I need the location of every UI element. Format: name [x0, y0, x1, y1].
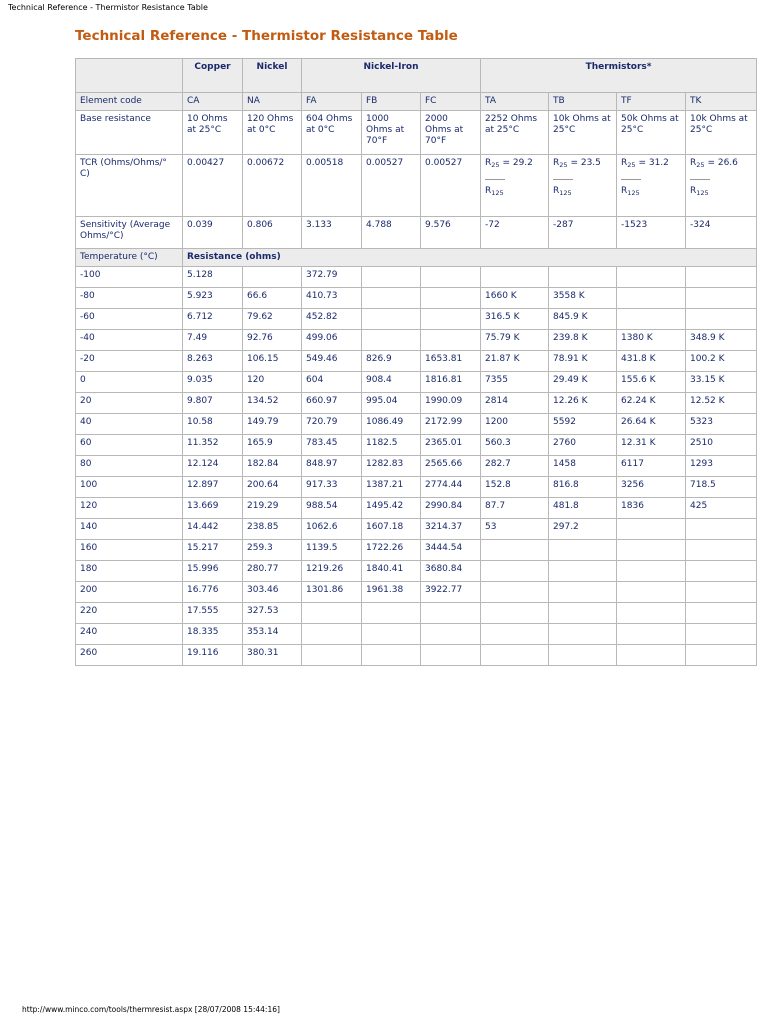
resistance-cell: 431.8 K [617, 351, 686, 372]
print-footer: http://www.minco.com/tools/thermresist.aspx [28/07/2008 15:44:16] [22, 1005, 280, 1014]
code-cell: CA [183, 93, 243, 111]
temperature-cell: 20 [76, 393, 183, 414]
resistance-cell: 280.77 [243, 561, 302, 582]
resistance-cell: 816.8 [549, 477, 617, 498]
table-row [76, 372, 757, 393]
resistance-cell: 316.5 K [481, 309, 549, 330]
resistance-cell [481, 267, 549, 288]
row-label: Element code [76, 93, 183, 111]
resistance-cell [549, 645, 617, 666]
resistance-cell: 2774.44 [421, 477, 481, 498]
resistance-cell: 18.335 [183, 624, 243, 645]
base-resistance-row [76, 111, 757, 155]
sensitivity-cell: -287 [549, 217, 617, 249]
resistance-cell: 410.73 [302, 288, 362, 309]
resistance-cell: 1836 [617, 498, 686, 519]
resistance-cell [686, 309, 757, 330]
code-cell: TA [481, 93, 549, 111]
resistance-cell: 79.62 [243, 309, 302, 330]
base-cell: 10k Ohms at 25°C [686, 111, 757, 155]
group-copper: Copper [183, 59, 243, 93]
temperature-cell: -20 [76, 351, 183, 372]
resistance-cell: 1200 [481, 414, 549, 435]
resistance-cell: 12.26 K [549, 393, 617, 414]
sensitivity-cell: 3.133 [302, 217, 362, 249]
resistance-cell: 13.669 [183, 498, 243, 519]
temperature-cell: 240 [76, 624, 183, 645]
resistance-cell [362, 267, 421, 288]
group-thermistors: Thermistors* [481, 59, 757, 93]
resistance-cell [617, 288, 686, 309]
sensitivity-cell: -1523 [617, 217, 686, 249]
resistance-cell [362, 603, 421, 624]
resistance-label: Resistance (ohms) [183, 249, 757, 267]
resistance-cell: 12.52 K [686, 393, 757, 414]
fraction-rule [553, 179, 573, 180]
resistance-cell [549, 267, 617, 288]
temperature-cell: 160 [76, 540, 183, 561]
row-label: TCR (Ohms/Ohms/° C) [76, 155, 183, 217]
resistance-cell: 348.9 K [686, 330, 757, 351]
temperature-cell: 200 [76, 582, 183, 603]
resistance-cell: 12.31 K [617, 435, 686, 456]
resistance-cell [481, 561, 549, 582]
temperature-cell: 140 [76, 519, 183, 540]
resistance-cell [421, 288, 481, 309]
resistance-cell: 155.6 K [617, 372, 686, 393]
resistance-cell: 604 [302, 372, 362, 393]
resistance-cell: 2172.99 [421, 414, 481, 435]
resistance-cell: 452.82 [302, 309, 362, 330]
resistance-cell [302, 645, 362, 666]
resistance-cell: 1816.81 [421, 372, 481, 393]
temperature-cell: -40 [76, 330, 183, 351]
resistance-cell [362, 288, 421, 309]
resistance-cell: 1387.21 [362, 477, 421, 498]
resistance-cell: 9.807 [183, 393, 243, 414]
table-row [76, 288, 757, 309]
resistance-cell [617, 645, 686, 666]
resistance-cell [421, 624, 481, 645]
resistance-cell [362, 330, 421, 351]
resistance-cell: 282.7 [481, 456, 549, 477]
resistance-cell: 1219.26 [302, 561, 362, 582]
resistance-cell: 66.6 [243, 288, 302, 309]
resistance-cell: 6.712 [183, 309, 243, 330]
tcr-cell: 0.00672 [243, 155, 302, 217]
sensitivity-cell: 0.806 [243, 217, 302, 249]
table-row [76, 645, 757, 666]
base-cell: 10 Ohms at 25°C [183, 111, 243, 155]
code-cell: TB [549, 93, 617, 111]
base-cell: 50k Ohms at 25°C [617, 111, 686, 155]
temperature-cell: 180 [76, 561, 183, 582]
group-nickel-iron: Nickel-Iron [302, 59, 481, 93]
resistance-cell [481, 603, 549, 624]
resistance-cell: 425 [686, 498, 757, 519]
resistance-cell [617, 582, 686, 603]
resistance-cell: 152.8 [481, 477, 549, 498]
table-row [76, 582, 757, 603]
sensitivity-cell: 0.039 [183, 217, 243, 249]
temperature-cell: 100 [76, 477, 183, 498]
resistance-cell: 1086.49 [362, 414, 421, 435]
sensitivity-cell: 9.576 [421, 217, 481, 249]
sensitivity-row [76, 217, 757, 249]
resistance-cell: 5592 [549, 414, 617, 435]
resistance-cell [302, 603, 362, 624]
table-row [76, 540, 757, 561]
resistance-cell [481, 624, 549, 645]
element-code-row [76, 93, 757, 111]
table-row [76, 330, 757, 351]
resistance-cell [362, 309, 421, 330]
resistance-cell: 2990.84 [421, 498, 481, 519]
resistance-cell [481, 582, 549, 603]
resistance-cell: 1293 [686, 456, 757, 477]
resistance-cell: 1380 K [617, 330, 686, 351]
resistance-cell: 16.776 [183, 582, 243, 603]
resistance-cell [686, 540, 757, 561]
resistance-cell: 783.45 [302, 435, 362, 456]
resistance-cell: 826.9 [362, 351, 421, 372]
resistance-cell: 2510 [686, 435, 757, 456]
resistance-cell: 549.46 [302, 351, 362, 372]
table-row [76, 435, 757, 456]
resistance-cell [243, 267, 302, 288]
resistance-cell: 259.3 [243, 540, 302, 561]
code-cell: NA [243, 93, 302, 111]
base-cell: 2252 Ohms at 25°C [481, 111, 549, 155]
resistance-cell [686, 519, 757, 540]
base-cell: 120 Ohms at 0°C [243, 111, 302, 155]
resistance-cell: 33.15 K [686, 372, 757, 393]
resistance-cell [686, 267, 757, 288]
resistance-cell: 3558 K [549, 288, 617, 309]
resistance-cell [617, 309, 686, 330]
resistance-cell [686, 582, 757, 603]
resistance-cell: 5.128 [183, 267, 243, 288]
base-cell: 2000 Ohms at 70°F [421, 111, 481, 155]
sensitivity-cell: -72 [481, 217, 549, 249]
resistance-cell: 19.116 [183, 645, 243, 666]
resistance-cell [549, 603, 617, 624]
resistance-cell: 988.54 [302, 498, 362, 519]
resistance-cell: 720.79 [302, 414, 362, 435]
resistance-cell: 3214.37 [421, 519, 481, 540]
page-title: Technical Reference - Thermistor Resistance Table [75, 28, 458, 44]
resistance-cell: 2760 [549, 435, 617, 456]
resistance-cell: 87.7 [481, 498, 549, 519]
resistance-cell [686, 645, 757, 666]
resistance-cell: 92.76 [243, 330, 302, 351]
resistance-cell: 3444.54 [421, 540, 481, 561]
resistance-cell: 100.2 K [686, 351, 757, 372]
table-row [76, 309, 757, 330]
resistance-cell: 327.53 [243, 603, 302, 624]
resistance-cell [617, 540, 686, 561]
code-cell: FB [362, 93, 421, 111]
resistance-cell: 29.49 K [549, 372, 617, 393]
code-cell: FA [302, 93, 362, 111]
tcr-ratio-cell: $R_{25} = 29.2$ $R_{125}$ [481, 155, 549, 217]
resistance-cell [481, 540, 549, 561]
resistance-cell: 15.996 [183, 561, 243, 582]
table-body [76, 267, 757, 666]
resistance-cell: 182.84 [243, 456, 302, 477]
resistance-cell: 53 [481, 519, 549, 540]
table-row [76, 393, 757, 414]
resistance-cell: 1840.41 [362, 561, 421, 582]
row-label: Base resistance [76, 111, 183, 155]
resistance-cell [549, 624, 617, 645]
resistance-cell: 2565.66 [421, 456, 481, 477]
resistance-cell: 200.64 [243, 477, 302, 498]
resistance-cell [421, 330, 481, 351]
resistance-cell [302, 624, 362, 645]
resistance-cell: 6117 [617, 456, 686, 477]
tcr-cell: 0.00518 [302, 155, 362, 217]
resistance-cell: 165.9 [243, 435, 302, 456]
resistance-cell: 7.49 [183, 330, 243, 351]
resistance-cell: 21.87 K [481, 351, 549, 372]
resistance-cell: 499.06 [302, 330, 362, 351]
resistance-cell: 1722.26 [362, 540, 421, 561]
resistance-cell [617, 603, 686, 624]
temperature-cell: -100 [76, 267, 183, 288]
temperature-header-row [76, 249, 757, 267]
print-header: Technical Reference - Thermistor Resistance Table [8, 3, 208, 12]
resistance-cell: 62.24 K [617, 393, 686, 414]
resistance-cell: 239.8 K [549, 330, 617, 351]
temperature-cell: -60 [76, 309, 183, 330]
resistance-cell [481, 645, 549, 666]
resistance-cell: 1301.86 [302, 582, 362, 603]
resistance-cell: 1282.83 [362, 456, 421, 477]
code-cell: FC [421, 93, 481, 111]
temperature-cell: -80 [76, 288, 183, 309]
sensitivity-cell: -324 [686, 217, 757, 249]
table-row [76, 561, 757, 582]
resistance-cell: 10.58 [183, 414, 243, 435]
table-row [76, 603, 757, 624]
resistance-cell: 120 [243, 372, 302, 393]
resistance-cell: 17.555 [183, 603, 243, 624]
temperature-cell: 0 [76, 372, 183, 393]
resistance-cell: 1182.5 [362, 435, 421, 456]
tcr-cell: 0.00527 [421, 155, 481, 217]
resistance-cell: 149.79 [243, 414, 302, 435]
resistance-cell: 303.46 [243, 582, 302, 603]
resistance-cell: 5.923 [183, 288, 243, 309]
resistance-cell: 3680.84 [421, 561, 481, 582]
resistance-cell [549, 582, 617, 603]
resistance-cell: 848.97 [302, 456, 362, 477]
resistance-cell: 1495.42 [362, 498, 421, 519]
resistance-cell: 845.9 K [549, 309, 617, 330]
resistance-cell: 219.29 [243, 498, 302, 519]
tcr-cell: 0.00427 [183, 155, 243, 217]
resistance-cell [686, 288, 757, 309]
resistance-cell: 718.5 [686, 477, 757, 498]
temperature-cell: 120 [76, 498, 183, 519]
table-row [76, 351, 757, 372]
resistance-cell: 2814 [481, 393, 549, 414]
tcr-ratio-cell: $R_{25} = 23.5$ $R_{125}$ [549, 155, 617, 217]
resistance-cell: 917.33 [302, 477, 362, 498]
temperature-cell: 60 [76, 435, 183, 456]
resistance-cell: 5323 [686, 414, 757, 435]
resistance-cell: 1660 K [481, 288, 549, 309]
resistance-cell [686, 561, 757, 582]
temperature-label: Temperature (°C) [76, 249, 183, 267]
resistance-cell: 2365.01 [421, 435, 481, 456]
resistance-cell [549, 561, 617, 582]
resistance-cell [421, 267, 481, 288]
resistance-cell [686, 603, 757, 624]
resistance-cell: 1458 [549, 456, 617, 477]
tcr-ratio-cell: $R_{25} = 26.6$ $R_{125}$ [686, 155, 757, 217]
resistance-cell: 26.64 K [617, 414, 686, 435]
tcr-row [76, 155, 757, 217]
temperature-cell: 220 [76, 603, 183, 624]
resistance-cell: 995.04 [362, 393, 421, 414]
resistance-cell: 3922.77 [421, 582, 481, 603]
row-label: Sensitivity (Average Ohms/°C) [76, 217, 183, 249]
resistance-cell [686, 624, 757, 645]
resistance-cell: 9.035 [183, 372, 243, 393]
resistance-cell: 380.31 [243, 645, 302, 666]
resistance-cell: 1139.5 [302, 540, 362, 561]
resistance-cell: 560.3 [481, 435, 549, 456]
resistance-cell: 14.442 [183, 519, 243, 540]
resistance-cell: 78.91 K [549, 351, 617, 372]
resistance-cell: 1062.6 [302, 519, 362, 540]
resistance-cell: 15.217 [183, 540, 243, 561]
table-row [76, 519, 757, 540]
temperature-cell: 260 [76, 645, 183, 666]
resistance-cell [617, 561, 686, 582]
table-row [76, 477, 757, 498]
resistance-cell: 1961.38 [362, 582, 421, 603]
table-row [76, 456, 757, 477]
base-cell: 1000 Ohms at 70°F [362, 111, 421, 155]
resistance-cell [421, 309, 481, 330]
resistance-cell [549, 540, 617, 561]
resistance-cell: 1653.81 [421, 351, 481, 372]
resistance-cell: 134.52 [243, 393, 302, 414]
resistance-cell: 11.352 [183, 435, 243, 456]
tcr-cell: 0.00527 [362, 155, 421, 217]
code-cell: TF [617, 93, 686, 111]
resistance-cell: 7355 [481, 372, 549, 393]
resistance-cell: 3256 [617, 477, 686, 498]
resistance-cell [362, 645, 421, 666]
base-cell: 604 Ohms at 0°C [302, 111, 362, 155]
resistance-cell: 12.124 [183, 456, 243, 477]
fraction-rule [485, 179, 505, 180]
resistance-cell [421, 645, 481, 666]
temperature-cell: 40 [76, 414, 183, 435]
resistance-cell: 75.79 K [481, 330, 549, 351]
resistance-cell: 12.897 [183, 477, 243, 498]
resistance-cell: 660.97 [302, 393, 362, 414]
resistance-table [75, 58, 757, 666]
resistance-cell: 481.8 [549, 498, 617, 519]
resistance-cell: 908.4 [362, 372, 421, 393]
resistance-cell: 1607.18 [362, 519, 421, 540]
resistance-cell: 297.2 [549, 519, 617, 540]
temperature-cell: 80 [76, 456, 183, 477]
resistance-cell [421, 603, 481, 624]
group-nickel: Nickel [243, 59, 302, 93]
resistance-cell: 353.14 [243, 624, 302, 645]
resistance-cell: 1990.09 [421, 393, 481, 414]
table-row [76, 624, 757, 645]
fraction-rule [621, 179, 641, 180]
code-cell: TK [686, 93, 757, 111]
resistance-cell: 106.15 [243, 351, 302, 372]
resistance-cell: 238.85 [243, 519, 302, 540]
table-row [76, 267, 757, 288]
resistance-cell [617, 519, 686, 540]
table-row [76, 414, 757, 435]
fraction-rule [690, 179, 710, 180]
resistance-cell: 372.79 [302, 267, 362, 288]
corner-cell [76, 59, 183, 93]
resistance-cell [617, 624, 686, 645]
resistance-cell [617, 267, 686, 288]
resistance-cell [362, 624, 421, 645]
resistance-cell: 8.263 [183, 351, 243, 372]
table-row [76, 498, 757, 519]
sensitivity-cell: 4.788 [362, 217, 421, 249]
base-cell: 10k Ohms at 25°C [549, 111, 617, 155]
tcr-ratio-cell: $R_{25} = 31.2$ $R_{125}$ [617, 155, 686, 217]
